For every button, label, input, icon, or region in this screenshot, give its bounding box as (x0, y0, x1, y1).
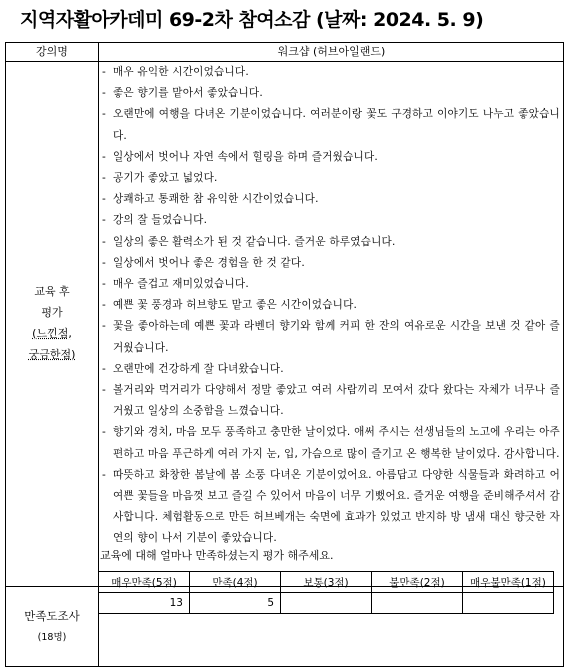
comment-text: 오랜만에 건강하게 잘 다녀왔습니다. (113, 362, 284, 375)
comment-text: 일상에서 벗어나 자연 속에서 힐링을 하며 즐거웠습니다. (113, 150, 378, 163)
bullet-dash: - (102, 108, 107, 121)
evaluation-label-line3: (느낀점, (32, 327, 72, 340)
page-title: 지역자활아카데미 69-2차 참여소감 (날짜: 2024. 5. 9) (20, 9, 484, 31)
bullet-dash: - (102, 320, 107, 333)
satisfaction-value-neutral (281, 593, 372, 614)
survey-label-text: 만족도조사 (24, 609, 80, 623)
comment-list (99, 62, 564, 550)
comment-item (99, 104, 564, 146)
satisfaction-value-satisfied: 5 (190, 593, 281, 614)
satisfaction-col-very-dissatisfied: 매우불만족(1점) (463, 572, 554, 593)
survey-label (6, 606, 98, 648)
bullet-dash: - (102, 150, 107, 163)
satisfaction-col-satisfied: 만족(4점) (190, 572, 281, 593)
satisfaction-col-neutral: 보통(3점) (281, 572, 372, 593)
comment-text: 공기가 좋았고 넓었다. (113, 172, 218, 185)
comment-item (99, 380, 564, 422)
comment-text: 꽃을 좋아하는데 예쁜 꽃과 라벤더 향기와 함께 커피 한 잔의 여유로운 시간을 보낸 것 같아 즐거웠습니다. (113, 320, 560, 354)
bullet-dash: - (102, 362, 107, 375)
satisfaction-table (98, 571, 554, 614)
bullet-dash: - (102, 384, 107, 397)
evaluation-label-line4: 궁금한점) (28, 348, 76, 361)
survey-respondent-count: (18명) (37, 632, 67, 643)
satisfaction-header-row (99, 572, 554, 593)
bullet-dash: - (102, 87, 107, 100)
bullet-dash: - (102, 426, 107, 439)
comment-text: 따뜻하고 화창한 봄날에 봄 소풍 다녀온 기분이었어요. 아름답고 다양한 식물들과 화려하고 어여쁜 꽃들을 마음껏 보고 즐길 수 있어서 마음이 너무 기뻤어요. 즐거운 여행을 준비해주셔서 감사합니다. 체험활동으로 만든 허브베개는 숙면에 효과가 있었고 반지하 방 냄새 대신 향긋한 자연의 향이 나서 기분이 좋았습니다. (113, 468, 560, 545)
satisfaction-col-very-satisfied: 매우만족(5점) (99, 572, 190, 593)
evaluation-label-line2: 평가 (41, 306, 63, 319)
comment-item (99, 83, 564, 104)
comment-text: 예쁜 꽃 풍경과 허브향도 맡고 좋은 시간이었습니다. (113, 299, 358, 312)
satisfaction-value-dissatisfied (372, 593, 463, 614)
comment-text: 일상의 좋은 활력소가 된 것 같습니다. 즐거운 하루였습니다. (113, 235, 396, 248)
comment-item (99, 465, 564, 550)
comment-item (99, 316, 564, 358)
comment-item (99, 147, 564, 168)
comment-text: 좋은 향기를 맡아서 좋았습니다. (113, 87, 263, 100)
comment-text: 매우 즐겁고 재미있었습니다. (113, 278, 249, 291)
satisfaction-col-dissatisfied: 불만족(2점) (372, 572, 463, 593)
survey-question: 교육에 대해 얼마나 만족하셨는지 평가 해주세요. (100, 549, 334, 562)
comment-item (99, 253, 564, 274)
satisfaction-value-row (99, 593, 554, 614)
header-workshop-name: 워크샵 (허브아일랜드) (277, 45, 386, 58)
bullet-dash: - (102, 193, 107, 206)
comment-item (99, 422, 564, 464)
comment-text: 강의 잘 들었습니다. (113, 214, 208, 227)
comment-text: 볼거리와 먹거리가 다양해서 정말 좋았고 여러 사람끼리 모여서 갔다 왔다는 자체가 너무나 즐거웠고 일상의 소중함을 느꼈습니다. (113, 384, 560, 418)
comment-item (99, 274, 564, 295)
satisfaction-value-very-satisfied: 13 (99, 593, 190, 614)
comment-text: 상쾌하고 통쾌한 참 유익한 시간이었습니다. (113, 193, 319, 206)
bullet-dash: - (102, 299, 107, 312)
bullet-dash: - (102, 278, 107, 291)
comment-text: 오랜만에 여행을 다녀온 기분이었습니다. 여러분이랑 꽃도 구경하고 이야기도 나누고 좋았습니다. (113, 108, 560, 142)
bullet-dash: - (102, 235, 107, 248)
bullet-dash: - (102, 214, 107, 227)
comment-item (99, 295, 564, 316)
bullet-dash: - (102, 468, 107, 481)
bullet-dash: - (102, 172, 107, 185)
comment-text: 매우 유익한 시간이었습니다. (113, 66, 249, 78)
comment-item (99, 210, 564, 231)
comment-item (99, 168, 564, 189)
evaluation-label-line1: 교육 후 (34, 285, 70, 298)
bullet-dash: - (102, 66, 107, 78)
comment-item (99, 189, 564, 210)
bullet-dash: - (102, 256, 107, 269)
evaluation-label (6, 281, 98, 365)
comment-item (99, 232, 564, 253)
comment-item (99, 359, 564, 380)
comment-text: 일상에서 벗어나 좋은 경험을 한 것 같다. (113, 256, 305, 269)
header-lecture-name: 강의명 (36, 45, 68, 58)
comment-item (99, 62, 564, 83)
satisfaction-value-very-dissatisfied (463, 593, 554, 614)
comment-text: 향기와 경치, 마음 모두 풍족하고 충만한 날이었다. 애써 주시는 선생님들의 노고에 우리는 아주 편하고 마음 푸근하게 여러 가지 눈, 입, 가슴으로 많이 즐기고 온 행복한 날이었다. 감사합니다. (113, 426, 560, 460)
